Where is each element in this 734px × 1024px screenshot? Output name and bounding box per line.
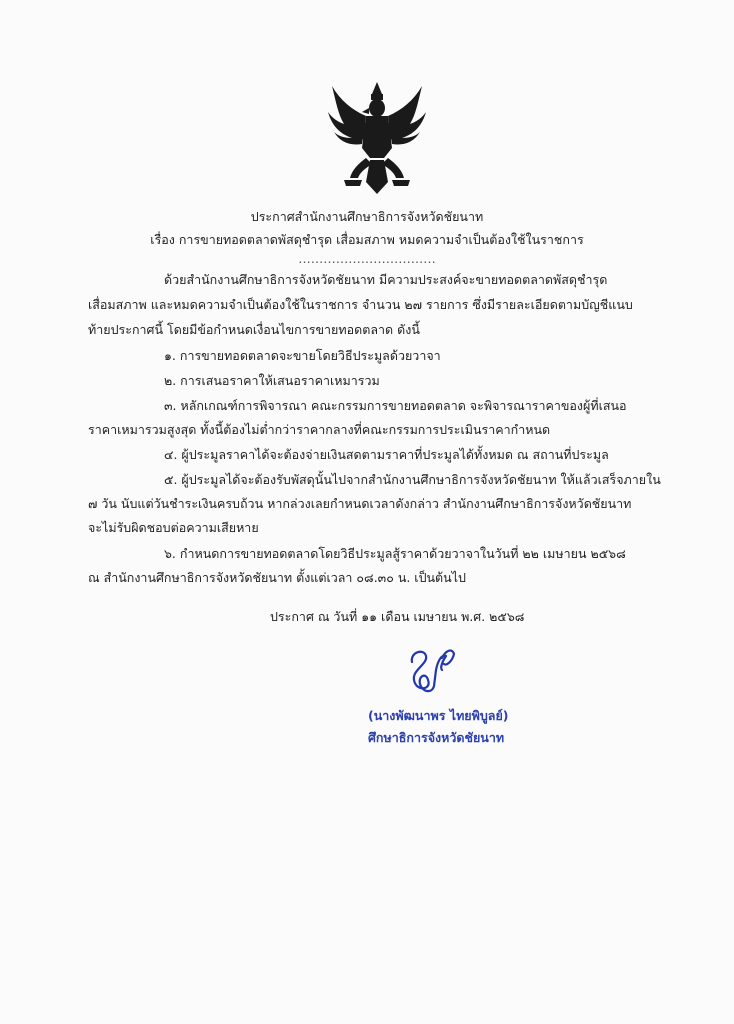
- signer-name: (นางพัฒนาพร ไทยพิบูลย์): [368, 708, 509, 723]
- intro-line-2: เสื่อมสภาพ และหมดความจำเป็นต้องใช้ในราชการ จำนวน ๒๗ รายการ ซึ่งมีรายละเอียดตามบัญชีแนบ: [88, 297, 633, 312]
- title-separator: ……………………………: [298, 251, 436, 266]
- condition-4: ๔. ผู้ประมูลราคาได้จะต้องจ่ายเงินสดตามราคาที่ประมูลได้ทั้งหมด ณ สถานที่ประมูล: [164, 447, 609, 462]
- condition-5-line-3: จะไม่รับผิดชอบต่อความเสียหาย: [88, 520, 259, 535]
- condition-5-line-1: ๕. ผู้ประมูลได้จะต้องรับพัสดุนั้นไปจากสำนักงานศึกษาธิการจังหวัดชัยนาท ให้แล้วเสร็จภายใน: [164, 472, 661, 487]
- condition-6-line-1: ๖. กำหนดการขายทอดตลาดโดยวิธีประมูลสู้ราคาด้วยวาจาในวันที่ ๒๒ เมษายน ๒๕๖๘: [164, 546, 626, 561]
- signer-title: ศึกษาธิการจังหวัดชัยนาท: [368, 730, 505, 745]
- intro-line-3: ท้ายประกาศนี้ โดยมีข้อกำหนดเงื่อนไขการขายทอดตลาด ดังนี้: [88, 322, 420, 337]
- condition-6-line-2: ณ สำนักงานศึกษาธิการจังหวัดชัยนาท ตั้งแต่เวลา ๐๘.๓๐ น. เป็นต้นไป: [88, 570, 466, 585]
- condition-2: ๒. การเสนอราคาให้เสนอราคาเหมารวม: [164, 373, 380, 388]
- condition-5-line-2: ๗ วัน นับแต่วันชำระเงินครบถ้วน หากล่วงเลยกำหนดเวลาดังกล่าว สำนักงานศึกษาธิการจังหวัดชัยนาท: [88, 496, 632, 511]
- condition-3-line-2: ราคาเหมารวมสูงสุด ทั้งนี้ต้องไม่ต่ำกว่าราคากลางที่คณะกรรมการประเมินราคากำหนด: [88, 422, 551, 437]
- announcement-subject: เรื่อง การขายทอดตลาดพัสดุชำรุด เสื่อมสภาพ หมดความจำเป็นต้องใช้ในราชการ: [150, 232, 584, 247]
- condition-1: ๑. การขายทอดตลาดจะขายโดยวิธีประมูลด้วยวาจา: [164, 348, 441, 363]
- announcement-title: ประกาศสำนักงานศึกษาธิการจังหวัดชัยนาท: [250, 209, 484, 224]
- garuda-emblem-icon: [322, 78, 432, 196]
- condition-3-line-1: ๓. หลักเกณฑ์การพิจารณา คณะกรรมการขายทอดตลาด จะพิจารณาราคาของผู้ที่เสนอ: [164, 398, 627, 413]
- handwritten-signature: [398, 640, 468, 702]
- announce-date: ประกาศ ณ วันที่ ๑๑ เดือน เมษายน พ.ศ. ๒๕๖๘: [270, 609, 525, 624]
- intro-line-1: ด้วยสำนักงานศึกษาธิการจังหวัดชัยนาท มีความประสงค์จะขายทอดตลาดพัสดุชำรุด: [164, 272, 608, 287]
